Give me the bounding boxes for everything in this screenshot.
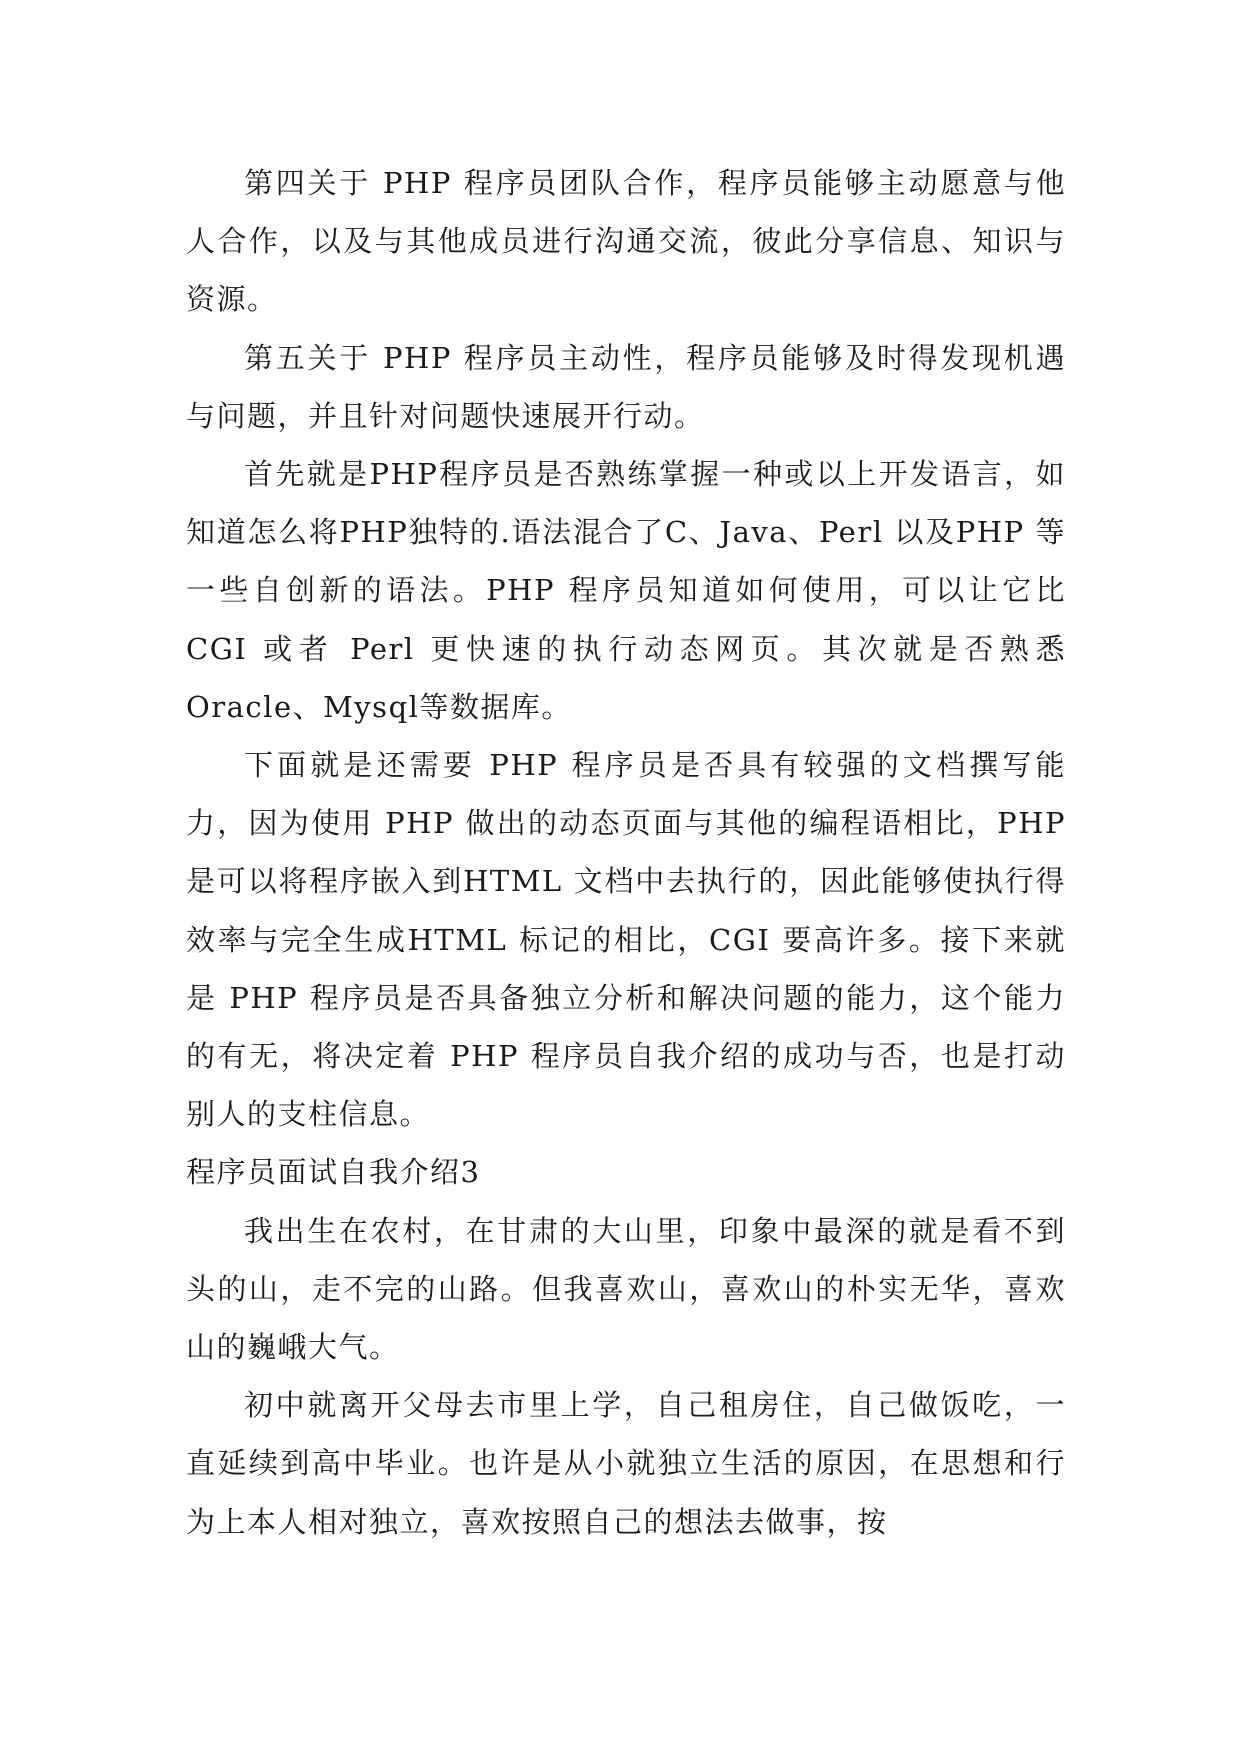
paragraph-birthplace: 我出生在农村，在甘肃的大山里，印象中最深的就是看不到头的山，走不完的山路。但我喜欢山，喜欢山的朴实无华，喜欢山的巍峨大气。 [186, 1213, 1066, 1365]
paragraph-teamwork: 第四关于 PHP 程序员团队合作，程序员能够主动愿意与他人合作，以及与其他成员进行沟通交流，彼此分享信息、知识与资源。 [186, 166, 1066, 317]
paragraph-initiative: 第五关于 PHP 程序员主动性，程序员能够及时得发现机遇与问题，并且针对问题快速展开行动。 [186, 340, 1066, 433]
paragraph-independence: 初中就离开父母去市里上学，自己租房住，自己做饭吃，一直延续到高中毕业。也许是从小就独立生活的原因，在思想和行为上本人相对独立，喜欢按照自己的想法去做事，按 [186, 1388, 1066, 1539]
section-heading: 程序员面试自我介绍3 [186, 1155, 481, 1190]
document-body [186, 154, 1066, 1551]
paragraph-documentation: 下面就是还需要 PHP 程序员是否具有较强的文档撰写能力，因为使用 PHP 做出的动态页面与其他的编程语相比，PHP 是可以将程序嵌入到HTML 文档中去执行的，因此能够使执行得效率与完全生成HTML 标记的相比，CGI 要高许多。接下来就是 PHP 程序员是否具备独立分析和解决问题的能力，这个能力的有无，将决定着 PHP 程序员自我介绍的成功与否，也是打动别人的支柱信息。 [186, 748, 1066, 1132]
paragraph-languages: 首先就是PHP程序员是否熟练掌握一种或以上开发语言，如知道怎么将PHP独特的.语法混合了C、Java、Perl 以及PHP 等一些自创新的语法。PHP 程序员知道如何使用，可以让它比 CGI 或者 Perl 更快速的执行动态网页。其次就是否熟悉Oracle、Mysql等数据库。 [186, 457, 1066, 724]
